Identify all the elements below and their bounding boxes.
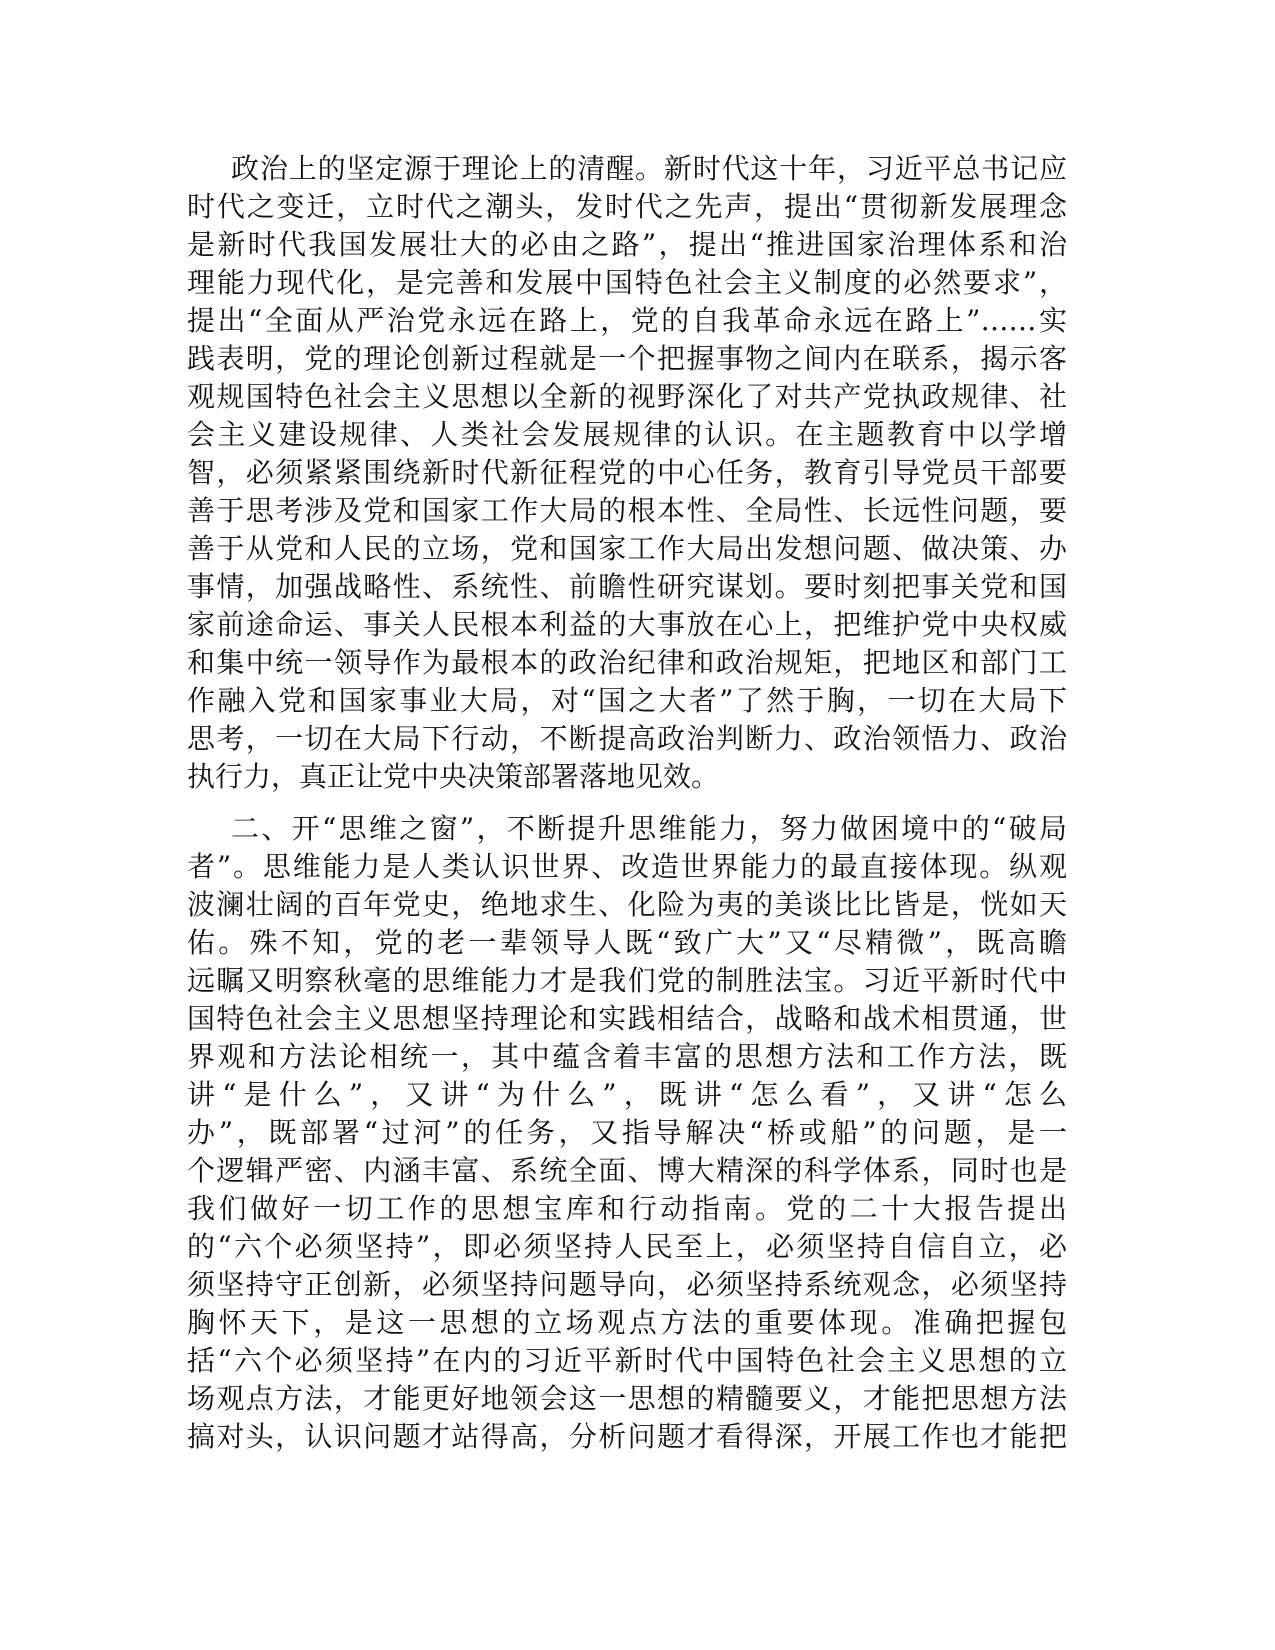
paragraph-line: 波澜壮阔的百年党史，绝地求生、化险为夷的美谈比比皆是，恍如天 [187,888,1067,921]
paragraph-line: 时代之变迁，立时代之潮头，发时代之先声，提出“贯彻新发展理念 [187,190,1067,223]
paragraph-line: 会主义建设规律、人类社会发展规律的认识。在主题教育中以学增 [187,418,1067,451]
paragraph-line: 讲“是什么”，又讲“为什么”，既讲“怎么看”，又讲“怎么 [187,1078,1067,1111]
paragraph-line: 理能力现代化，是完善和发展中国特色社会主义制度的必然要求”， [187,266,1067,299]
paragraph-line: 我们做好一切工作的思想宝库和行动指南。党的二十大报告提出 [187,1192,1067,1225]
paragraph-line: 是新时代我国发展壮大的必由之路”，提出“推进国家治理体系和治 [187,228,1067,261]
paragraph-line: 括“六个必须坚持”在内的习近平新时代中国特色社会主义思想的立 [187,1344,1067,1377]
paragraph-line: 二、开“思维之窗”，不断提升思维能力，努力做困境中的“破局 [231,812,1067,845]
paragraph-line: 执行力，真正让党中央决策部署落地见效。 [187,760,720,793]
paragraph-line: 和集中统一领导作为最根本的政治纪律和政治规矩，把地区和部门工 [187,646,1067,679]
paragraph-line: 事情，加强战略性、系统性、前瞻性研究谋划。要时刻把事关党和国 [187,570,1067,603]
paragraph-line: 政治上的坚定源于理论上的清醒。新时代这十年，习近平总书记应 [231,152,1067,185]
paragraph-line: 远瞩又明察秋毫的思维能力才是我们党的制胜法宝。习近平新时代中 [187,964,1067,997]
paragraph-line: 思考，一切在大局下行动，不断提高政治判断力、政治领悟力、政治 [187,722,1067,755]
paragraph-line: 者”。思维能力是人类认识世界、改造世界能力的最直接体现。纵观 [187,850,1067,883]
paragraph-line: 践表明，党的理论创新过程就是一个把握事物之间内在联系，揭示客 [187,342,1067,375]
paragraph-line: 界观和方法论相统一，其中蕴含着丰富的思想方法和工作方法，既 [187,1040,1067,1073]
paragraph-line: 的“六个必须坚持”，即必须坚持人民至上，必须坚持自信自立，必 [187,1230,1067,1263]
paragraph-line: 搞对头，认识问题才站得高，分析问题才看得深，开展工作也才能把 [187,1420,1067,1453]
paragraph-line: 观规国特色社会主义思想以全新的视野深化了对共产党执政规律、社 [187,380,1067,413]
paragraph-line: 作融入党和国家事业大局，对“国之大者”了然于胸，一切在大局下 [187,684,1067,717]
paragraph-line: 家前途命运、事关人民根本利益的大事放在心上，把维护党中央权威 [187,608,1067,641]
paragraph-line: 胸怀天下，是这一思想的立场观点方法的重要体现。准确把握包 [187,1306,1067,1339]
paragraph-line: 办”，既部署“过河”的任务，又指导解决“桥或船”的问题，是一 [187,1116,1067,1149]
paragraph-political-theory [187,150,1067,796]
paragraph-line: 提出“全面从严治党永远在路上，党的自我革命永远在路上”……实 [187,304,1067,337]
paragraph-line: 须坚持守正创新，必须坚持问题导向，必须坚持系统观念，必须坚持 [187,1268,1067,1301]
paragraph-line: 佑。殊不知，党的老一辈领导人既“致广大”又“尽精微”，既高瞻 [187,926,1067,959]
paragraph-line: 场观点方法，才能更好地领会这一思想的精髓要义，才能把思想方法 [187,1382,1067,1415]
paragraph-line: 善于从党和人民的立场，党和国家工作大局出发想问题、做决策、办 [187,532,1067,565]
paragraph-line: 国特色社会主义思想坚持理论和实践相结合，战略和战术相贯通，世 [187,1002,1067,1035]
paragraph-line: 智，必须紧紧围绕新时代新征程党的中心任务，教育引导党员干部要 [187,456,1067,489]
paragraph-line: 个逻辑严密、内涵丰富、系统全面、博大精深的科学体系，同时也是 [187,1154,1067,1187]
paragraph-thinking-ability [187,810,1067,1456]
paragraph-line: 善于思考涉及党和国家工作大局的根本性、全局性、长远性问题，要 [187,494,1067,527]
